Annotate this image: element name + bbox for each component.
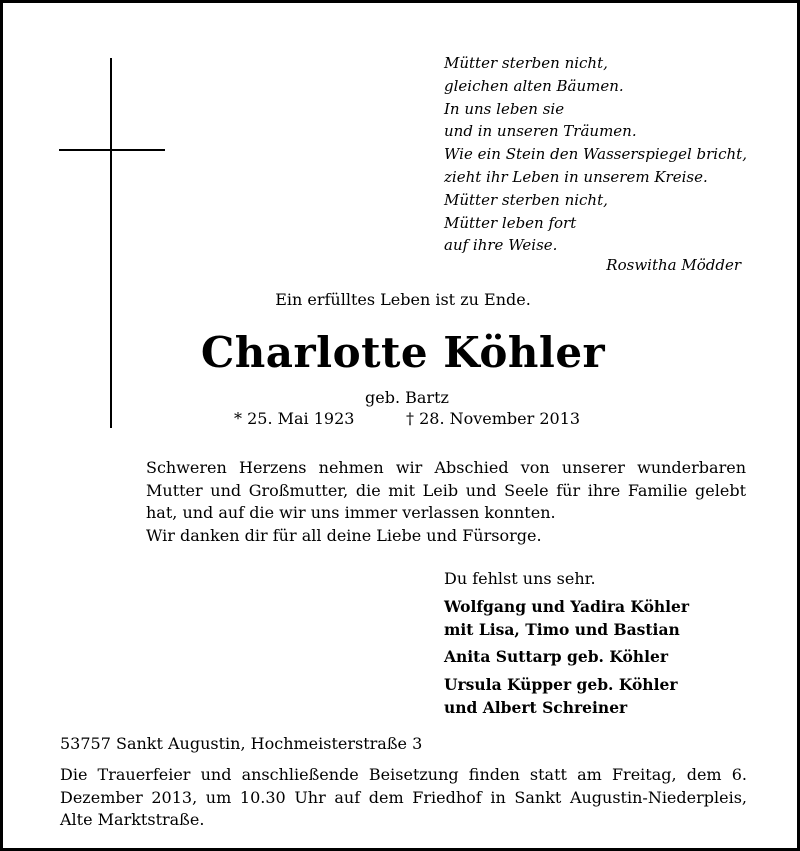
poem-line: Mütter sterben nicht, bbox=[444, 190, 608, 209]
maiden-name: geb. Bartz bbox=[365, 388, 449, 407]
farewell-message bbox=[146, 457, 746, 547]
poem-line: zieht ihr Leben in unserem Kreise. bbox=[444, 167, 708, 186]
deceased-name: Charlotte Köhler bbox=[200, 328, 606, 377]
poem-line: und in unseren Träumen. bbox=[444, 122, 637, 141]
family-line: und Albert Schreiner bbox=[444, 697, 628, 717]
poem-line: Mütter leben fort bbox=[444, 213, 577, 232]
poem-line: auf ihre Weise. bbox=[444, 236, 558, 255]
signoff: Du fehlst uns sehr. bbox=[444, 569, 596, 588]
family-group bbox=[444, 674, 678, 719]
family-line: Ursula Küpper geb. Köhler bbox=[444, 675, 678, 694]
message-thanks: Wir danken dir für all deine Liebe und Fürsorge. bbox=[146, 525, 542, 545]
cross-icon-horizontal bbox=[59, 149, 165, 151]
birth-date: * 25. Mai 1923 bbox=[234, 409, 355, 428]
family-group bbox=[444, 596, 689, 641]
death-date: † 28. November 2013 bbox=[406, 409, 581, 428]
poem-author: Roswitha Mödder bbox=[606, 256, 741, 274]
poem bbox=[444, 52, 747, 257]
message-main: Schweren Herzens nehmen wir Abschied von unserer wunderbaren Mutter und Großmutter, die mit Leib und Seele für ihre Familie gelebt hat, und auf die wir uns immer verlassen konnten. bbox=[146, 458, 746, 522]
family-line: Wolfgang und Yadira Köhler bbox=[444, 597, 690, 616]
poem-line: gleichen alten Bäumen. bbox=[444, 76, 624, 95]
family-line: Anita Suttarp geb. Köhler bbox=[444, 647, 668, 666]
poem-line: In uns leben sie bbox=[444, 99, 565, 118]
funeral-info: Die Trauerfeier und anschließende Beisetzung finden statt am Freitag, dem 6. Dezember 2013, um 10.30 Uhr auf dem Friedhof in Sankt Augustin-Niederpleis, Alte Marktstraße. bbox=[60, 765, 747, 829]
family-group bbox=[444, 646, 668, 669]
poem-line: Wie ein Stein den Wasserspiegel bricht, bbox=[444, 145, 747, 164]
intro-text: Ein erfülltes Leben ist zu Ende. bbox=[275, 290, 531, 309]
family-line: mit Lisa, Timo und Bastian bbox=[444, 619, 680, 639]
poem-line: Mütter sterben nicht, bbox=[444, 54, 608, 72]
address: 53757 Sankt Augustin, Hochmeisterstraße 3 bbox=[60, 734, 423, 753]
